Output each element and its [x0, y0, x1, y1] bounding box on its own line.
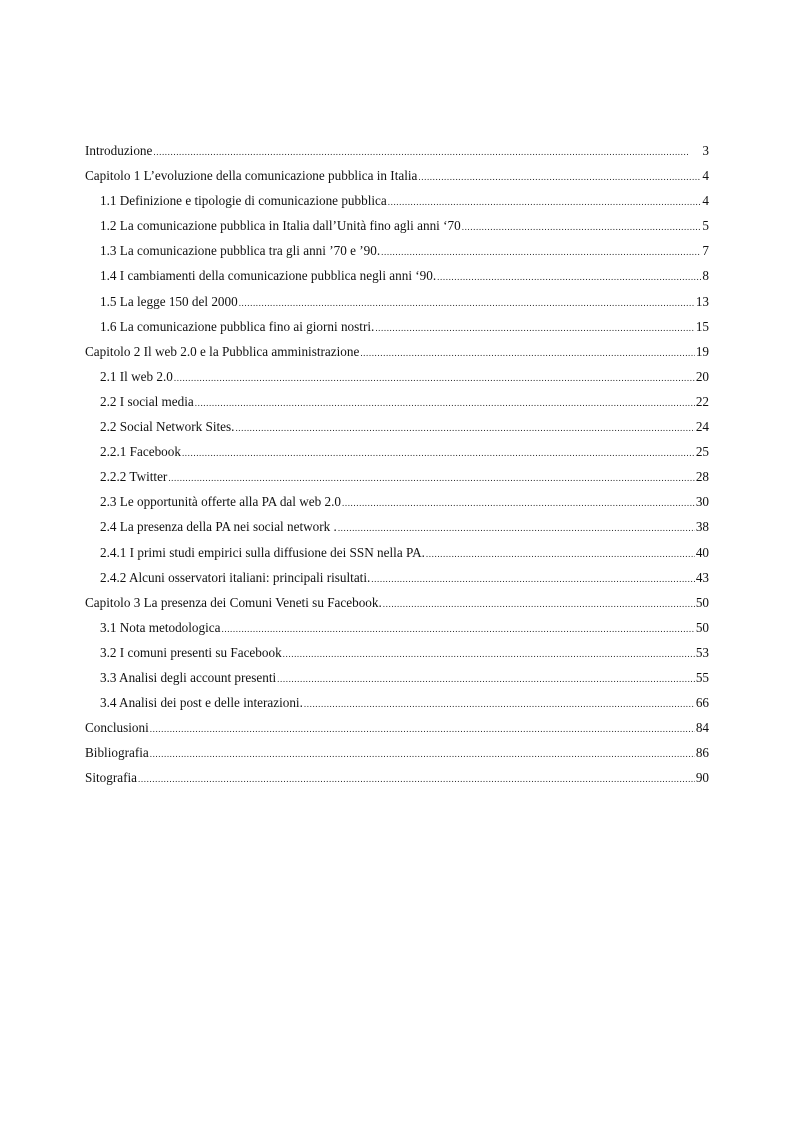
toc-entry[interactable] — [85, 266, 709, 291]
toc-entry[interactable] — [85, 693, 709, 718]
toc-entry-title: 3.3 Analisi degli account presenti — [100, 669, 277, 685]
dot-leader — [222, 620, 695, 639]
toc-entry-title: Bibliografia — [85, 745, 149, 761]
toc-entry-title: 1.2 La comunicazione pubblica in Italia dall’Unità fino agli anni ‘70 — [100, 218, 461, 234]
toc-entry-title: 3.1 Nota metodologica — [100, 619, 221, 635]
toc-entry-page-number: 28 — [695, 469, 709, 485]
toc-entry[interactable] — [85, 367, 709, 392]
toc-entry-page-number: 5 — [702, 218, 709, 234]
toc-entry[interactable] — [85, 216, 709, 241]
toc-entry-title: 1.3 La comunicazione pubblica tra gli anni ’70 e ’90. — [100, 243, 381, 259]
dot-leader — [375, 319, 695, 338]
toc-entry[interactable] — [85, 768, 709, 793]
toc-entry-page-number: 50 — [695, 619, 709, 635]
toc-entry-title: 2.4.1 I primi studi empirici sulla diffusione dei SSN nella PA. — [100, 544, 425, 560]
toc-entry-title: 2.2.1 Facebook — [100, 444, 181, 460]
toc-entry[interactable] — [85, 442, 709, 467]
toc-entry-page-number: 25 — [695, 444, 709, 460]
dot-leader — [338, 519, 695, 538]
toc-entry-title: Introduzione — [85, 143, 153, 158]
toc-entry[interactable] — [85, 593, 709, 618]
toc-entry-title: Capitolo 1 L’evoluzione della comunicazione pubblica in Italia — [85, 168, 418, 184]
toc-entry-title: 1.4 I cambiamenti della comunicazione pubblica negli anni ‘90. — [100, 268, 437, 284]
toc-entry[interactable] — [85, 743, 709, 768]
toc-entry-page-number: 22 — [695, 393, 709, 409]
toc-entry-title: 2.2.2 Twitter — [100, 469, 168, 485]
dot-leader — [174, 369, 695, 388]
dot-leader — [195, 394, 695, 413]
toc-entry[interactable] — [85, 342, 709, 367]
dot-leader — [381, 243, 701, 262]
toc-entry-page-number: 55 — [695, 669, 709, 685]
toc-entry-page-number: 86 — [695, 745, 709, 761]
toc-entry-page-number: 50 — [695, 594, 709, 610]
toc-entry[interactable] — [85, 317, 709, 342]
dot-leader — [277, 670, 695, 689]
toc-entry-title: Sitografia — [85, 770, 138, 786]
toc-entry-page-number: 24 — [695, 419, 709, 435]
toc-entry[interactable] — [85, 392, 709, 417]
toc-entry[interactable] — [85, 417, 709, 442]
toc-entry-title: Capitolo 3 La presenza dei Comuni Veneti su Facebook. — [85, 594, 382, 610]
toc-entry-page-number: 53 — [695, 644, 709, 660]
toc-entry-title: Conclusioni — [85, 720, 149, 736]
toc-entry-title: 2.3 Le opportunità offerte alla PA dal web 2.0 — [100, 494, 341, 510]
toc-entry[interactable] — [85, 191, 709, 216]
toc-entry-page-number: 7 — [702, 243, 709, 259]
toc-entry[interactable] — [85, 668, 709, 693]
toc-entry[interactable] — [85, 467, 709, 492]
toc-entry-title: 2.1 Il web 2.0 — [100, 368, 173, 384]
toc-entry-page-number: 13 — [695, 293, 709, 309]
dot-leader — [418, 168, 701, 187]
toc-entry-title: Capitolo 2 Il web 2.0 e la Pubblica amministrazione — [85, 343, 360, 359]
toc-entry-page-number: 19 — [695, 343, 709, 359]
toc-entry-page-number: 43 — [695, 569, 709, 585]
toc-entry[interactable] — [85, 718, 709, 743]
dot-leader — [150, 745, 695, 764]
toc-entry-page-number: 38 — [695, 519, 709, 535]
toc-entry[interactable] — [85, 643, 709, 668]
dot-leader — [153, 143, 688, 162]
toc-entry-title: 2.2 Social Network Sites. — [100, 419, 235, 435]
dot-leader — [138, 770, 695, 789]
toc-entry-page-number: 90 — [695, 770, 709, 786]
toc-entry-page-number: 20 — [695, 368, 709, 384]
toc-entry[interactable] — [85, 543, 709, 568]
toc-entry-title: 3.2 I comuni presenti su Facebook — [100, 644, 282, 660]
dot-leader — [304, 695, 695, 714]
toc-entry-page-number: 8 — [702, 268, 709, 284]
toc-entry[interactable] — [85, 492, 709, 517]
dot-leader — [283, 645, 695, 664]
dot-leader — [388, 193, 702, 212]
dot-leader — [150, 720, 695, 739]
dot-leader — [342, 494, 695, 513]
dot-leader — [182, 444, 695, 463]
toc-entry[interactable] — [85, 166, 709, 191]
toc-entry-page-number: 30 — [695, 494, 709, 510]
toc-entry-title: 1.6 La comunicazione pubblica fino ai giorni nostri. — [100, 318, 375, 334]
dot-leader — [168, 469, 694, 488]
dot-leader — [360, 344, 695, 363]
dot-leader — [235, 419, 694, 438]
toc-entry[interactable] — [85, 141, 709, 166]
dot-leader — [462, 218, 702, 237]
toc-entry-title: 2.4.2 Alcuni osservatori italiani: principali risultati. — [100, 569, 371, 585]
toc-entry-page-number: 4 — [702, 193, 709, 209]
toc-entry-page-number: 4 — [702, 168, 709, 184]
toc-entry-page-number: 15 — [695, 318, 709, 334]
toc-entry[interactable] — [85, 241, 709, 266]
toc-entry[interactable] — [85, 517, 709, 542]
dot-leader — [383, 595, 695, 614]
toc-entry-page-number: 40 — [695, 544, 709, 560]
toc-entry-page-number: 3 — [702, 143, 709, 158]
dot-leader — [426, 545, 695, 564]
toc-entry[interactable] — [85, 292, 709, 317]
table-of-contents — [85, 141, 709, 793]
dot-leader — [437, 268, 701, 287]
toc-entry-page-number: 84 — [695, 720, 709, 736]
toc-entry-title: 1.1 Definizione e tipologie di comunicazione pubblica — [100, 193, 387, 209]
toc-entry[interactable] — [85, 618, 709, 643]
toc-entry-page-number: 66 — [695, 695, 709, 711]
toc-entry-title: 2.4 La presenza della PA nei social network . — [100, 519, 337, 535]
dot-leader — [239, 294, 695, 313]
toc-entry[interactable] — [85, 568, 709, 593]
dot-leader — [371, 570, 695, 589]
toc-entry-title: 1.5 La legge 150 del 2000 — [100, 293, 238, 309]
toc-entry-title: 3.4 Analisi dei post e delle interazioni. — [100, 695, 303, 711]
toc-entry-title: 2.2 I social media — [100, 393, 194, 409]
